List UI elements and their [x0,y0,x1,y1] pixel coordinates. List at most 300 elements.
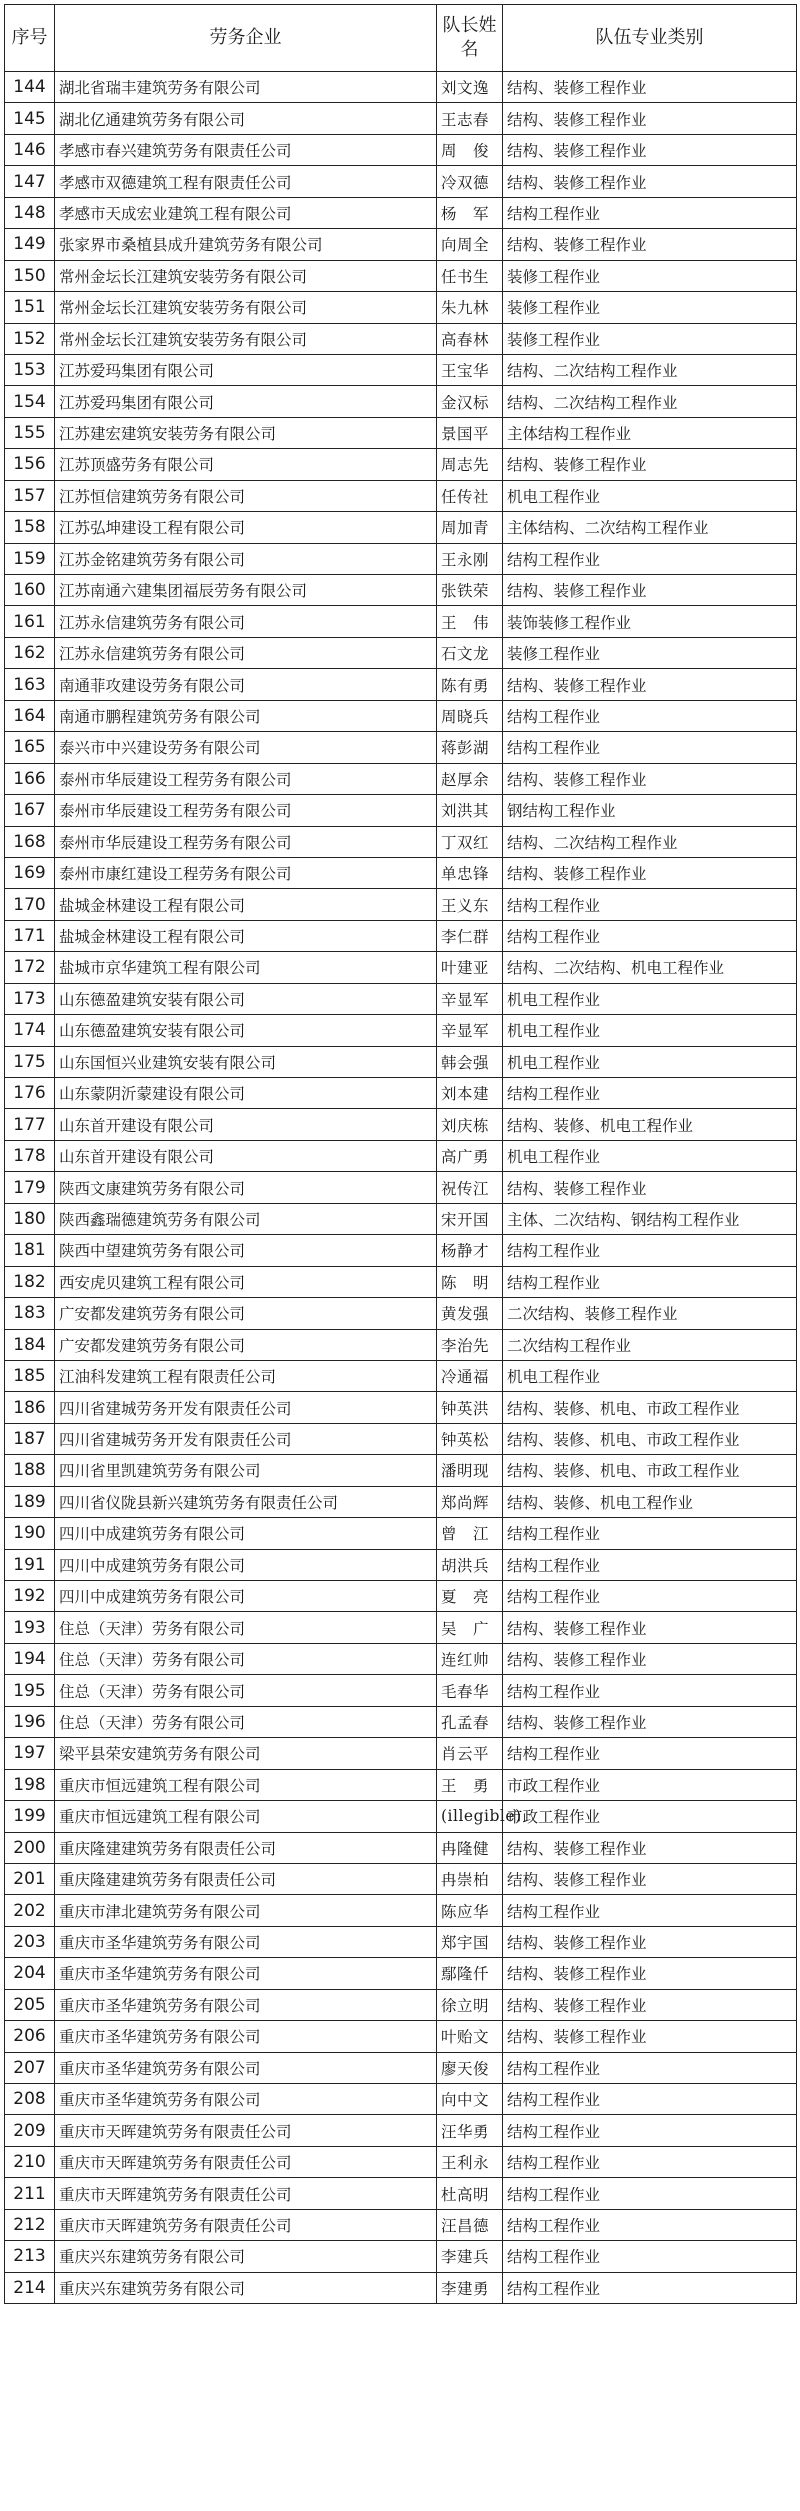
row-number: 155 [5,417,55,448]
company-name: 四川中成建筑劳务有限公司 [55,1549,437,1580]
company-name: 陕西中望建筑劳务有限公司 [55,1235,437,1266]
team-leader-name: 高广勇 [437,1140,503,1171]
team-specialty: 结构工程作业 [503,2084,797,2115]
table-row [5,480,797,511]
team-specialty: 结构、装修工程作业 [503,1706,797,1737]
row-number: 181 [5,1235,55,1266]
company-name: 重庆市天晖建筑劳务有限责任公司 [55,2178,437,2209]
team-specialty: 结构工程作业 [503,1895,797,1926]
row-number: 214 [5,2272,55,2303]
company-name: 梁平县荣安建筑劳务有限公司 [55,1738,437,1769]
table-row [5,1989,797,2020]
team-specialty: 机电工程作业 [503,1140,797,1171]
row-number: 197 [5,1738,55,1769]
team-specialty: 结构工程作业 [503,2115,797,2146]
company-name: 常州金坛长江建筑安装劳务有限公司 [55,260,437,291]
team-specialty: 结构工程作业 [503,1581,797,1612]
table-row [5,1675,797,1706]
team-specialty: 结构工程作业 [503,2178,797,2209]
table-row [5,575,797,606]
company-name: 泰兴市中兴建设劳务有限公司 [55,732,437,763]
company-name: 常州金坛长江建筑安装劳务有限公司 [55,292,437,323]
team-specialty: 结构、装修工程作业 [503,2021,797,2052]
team-leader-name: 赵厚余 [437,763,503,794]
company-name: 陕西文康建筑劳务有限公司 [55,1172,437,1203]
company-name: 常州金坛长江建筑安装劳务有限公司 [55,323,437,354]
table-row [5,732,797,763]
team-leader-name: 郑尚辉 [437,1486,503,1517]
company-name: 盐城市京华建筑工程有限公司 [55,952,437,983]
table-row [5,134,797,165]
company-name: 江苏永信建筑劳务有限公司 [55,637,437,668]
team-leader-name: 刘庆栋 [437,1109,503,1140]
table-row [5,920,797,951]
team-leader-name: 单忠锋 [437,857,503,888]
table-row [5,512,797,543]
row-number: 194 [5,1643,55,1674]
team-leader-name: 任书生 [437,260,503,291]
company-name: 重庆市恒远建筑工程有限公司 [55,1769,437,1800]
team-specialty: 钢结构工程作业 [503,795,797,826]
company-name: 重庆市津北建筑劳务有限公司 [55,1895,437,1926]
team-leader-name: 冉崇柏 [437,1863,503,1894]
company-name: 重庆市圣华建筑劳务有限公司 [55,1989,437,2020]
row-number: 160 [5,575,55,606]
team-leader-name: 叶建亚 [437,952,503,983]
team-specialty: 结构、装修工程作业 [503,1989,797,2020]
team-specialty: 市政工程作业 [503,1801,797,1832]
table-row [5,197,797,228]
team-leader-name: 叶贻文 [437,2021,503,2052]
table-row [5,1738,797,1769]
company-name: 重庆市圣华建筑劳务有限公司 [55,2052,437,2083]
team-specialty: 装修工程作业 [503,292,797,323]
row-number: 148 [5,197,55,228]
table-row [5,952,797,983]
team-specialty: 结构、装修工程作业 [503,166,797,197]
company-name: 重庆兴东建筑劳务有限公司 [55,2241,437,2272]
row-number: 176 [5,1078,55,1109]
team-specialty: 机电工程作业 [503,1015,797,1046]
team-leader-name: 郑宇国 [437,1926,503,1957]
table-row [5,2146,797,2177]
header-no: 序号 [5,5,55,72]
team-leader-name: 夏 亮 [437,1581,503,1612]
team-specialty: 结构工程作业 [503,2272,797,2303]
company-name: 江苏南通六建集团福辰劳务有限公司 [55,575,437,606]
company-name: 孝感市双德建筑工程有限责任公司 [55,166,437,197]
row-number: 170 [5,889,55,920]
team-leader-name: 杨静才 [437,1235,503,1266]
team-specialty: 结构、装修、机电工程作业 [503,1486,797,1517]
row-number: 151 [5,292,55,323]
company-name: 四川省建城劳务开发有限责任公司 [55,1423,437,1454]
row-number: 153 [5,354,55,385]
team-leader-name: 祝传江 [437,1172,503,1203]
row-number: 205 [5,1989,55,2020]
table-row [5,1769,797,1800]
team-leader-name: 黄发强 [437,1298,503,1329]
team-specialty: 结构工程作业 [503,732,797,763]
team-specialty: 结构、装修工程作业 [503,134,797,165]
row-number: 198 [5,1769,55,1800]
team-leader-name: 孔孟春 [437,1706,503,1737]
row-number: 178 [5,1140,55,1171]
table-row [5,637,797,668]
team-specialty: 结构、装修工程作业 [503,763,797,794]
row-number: 180 [5,1203,55,1234]
company-name: 江苏爱玛集团有限公司 [55,386,437,417]
row-number: 161 [5,606,55,637]
team-leader-name: 钟英洪 [437,1392,503,1423]
row-number: 179 [5,1172,55,1203]
table-row [5,1832,797,1863]
team-leader-name: 辛显军 [437,983,503,1014]
team-specialty: 结构、装修工程作业 [503,1643,797,1674]
team-specialty: 结构、装修工程作业 [503,669,797,700]
table-row [5,1172,797,1203]
row-number: 171 [5,920,55,951]
row-number: 211 [5,2178,55,2209]
team-leader-name: 王 勇 [437,1769,503,1800]
company-name: 孝感市天成宏业建筑工程有限公司 [55,197,437,228]
team-specialty: 机电工程作业 [503,1046,797,1077]
row-number: 150 [5,260,55,291]
row-number: 193 [5,1612,55,1643]
row-number: 158 [5,512,55,543]
company-name: 重庆市圣华建筑劳务有限公司 [55,2021,437,2052]
team-specialty: 结构、装修工程作业 [503,1612,797,1643]
header-leader: 队长姓名 [437,5,503,72]
team-leader-name: 杨 军 [437,197,503,228]
row-number: 195 [5,1675,55,1706]
table-row [5,1455,797,1486]
team-specialty: 结构、装修工程作业 [503,1172,797,1203]
company-name: 湖北亿通建筑劳务有限公司 [55,103,437,134]
team-specialty: 结构工程作业 [503,2241,797,2272]
team-leader-name: 向中文 [437,2084,503,2115]
team-leader-name: 王 伟 [437,606,503,637]
team-leader-name: 刘文逸 [437,72,503,103]
row-number: 196 [5,1706,55,1737]
team-specialty: 结构工程作业 [503,920,797,951]
table-row [5,166,797,197]
table-row [5,1801,797,1832]
team-leader-name: 刘洪其 [437,795,503,826]
team-leader-name: 景国平 [437,417,503,448]
company-name: 江苏永信建筑劳务有限公司 [55,606,437,637]
row-number: 166 [5,763,55,794]
team-specialty: 结构工程作业 [503,1235,797,1266]
row-number: 172 [5,952,55,983]
table-row [5,700,797,731]
row-number: 188 [5,1455,55,1486]
team-leader-name: 杜高明 [437,2178,503,2209]
table-row [5,795,797,826]
row-number: 184 [5,1329,55,1360]
table-row [5,2178,797,2209]
row-number: 149 [5,229,55,260]
table-row [5,1360,797,1391]
row-number: 210 [5,2146,55,2177]
company-name: 四川省仪陇县新兴建筑劳务有限责任公司 [55,1486,437,1517]
row-number: 152 [5,323,55,354]
team-specialty: 结构工程作业 [503,889,797,920]
row-number: 146 [5,134,55,165]
row-number: 164 [5,700,55,731]
company-name: 重庆市天晖建筑劳务有限责任公司 [55,2115,437,2146]
company-name: 西安虎贝建筑工程有限公司 [55,1266,437,1297]
team-leader-name: 陈有勇 [437,669,503,700]
company-name: 重庆隆建建筑劳务有限责任公司 [55,1832,437,1863]
team-leader-name: 蒋彭湖 [437,732,503,763]
team-leader-name: 丁双红 [437,826,503,857]
team-leader-name: 任传社 [437,480,503,511]
team-specialty: 结构、装修工程作业 [503,1958,797,1989]
company-name: 山东首开建设有限公司 [55,1140,437,1171]
company-name: 江苏金铭建筑劳务有限公司 [55,543,437,574]
team-specialty: 结构工程作业 [503,1675,797,1706]
team-specialty: 结构、装修、机电、市政工程作业 [503,1423,797,1454]
table-row [5,2209,797,2240]
table-row [5,1266,797,1297]
team-leader-name: 王永刚 [437,543,503,574]
team-specialty: 装修工程作业 [503,260,797,291]
company-name: 江苏建宏建筑安装劳务有限公司 [55,417,437,448]
team-leader-name: 毛春华 [437,1675,503,1706]
table-row [5,669,797,700]
table-row [5,2052,797,2083]
table-row [5,983,797,1014]
row-number: 162 [5,637,55,668]
table-row [5,1046,797,1077]
company-name: 江苏顶盛劳务有限公司 [55,449,437,480]
company-name: 江油科发建筑工程有限责任公司 [55,1360,437,1391]
table-row [5,449,797,480]
table-row [5,386,797,417]
row-number: 182 [5,1266,55,1297]
company-name: 四川中成建筑劳务有限公司 [55,1518,437,1549]
company-name: 泰州市华辰建设工程劳务有限公司 [55,826,437,857]
team-leader-name: 李建勇 [437,2272,503,2303]
company-name: 盐城金林建设工程有限公司 [55,920,437,951]
table-row [5,417,797,448]
team-specialty: 结构工程作业 [503,700,797,731]
team-specialty: 市政工程作业 [503,1769,797,1800]
company-name: 孝感市春兴建筑劳务有限责任公司 [55,134,437,165]
row-number: 163 [5,669,55,700]
team-specialty: 结构、装修、机电、市政工程作业 [503,1455,797,1486]
table-row [5,857,797,888]
team-specialty: 结构工程作业 [503,1266,797,1297]
row-number: 203 [5,1926,55,1957]
row-number: 169 [5,857,55,888]
company-name: 广安都发建筑劳务有限公司 [55,1298,437,1329]
table-row [5,1329,797,1360]
company-name: 江苏爱玛集团有限公司 [55,354,437,385]
row-number: 206 [5,2021,55,2052]
team-leader-name: 王志春 [437,103,503,134]
row-number: 202 [5,1895,55,1926]
team-specialty: 机电工程作业 [503,983,797,1014]
row-number: 207 [5,2052,55,2083]
team-leader-name: 吴 广 [437,1612,503,1643]
table-row [5,1706,797,1737]
company-name: 山东国恒兴业建筑安装有限公司 [55,1046,437,1077]
team-specialty: 结构、装修工程作业 [503,1832,797,1863]
company-name: 住总（天津）劳务有限公司 [55,1706,437,1737]
row-number: 144 [5,72,55,103]
team-leader-name: 石文龙 [437,637,503,668]
team-leader-name: 周晓兵 [437,700,503,731]
company-name: 江苏弘坤建设工程有限公司 [55,512,437,543]
table-body [5,72,797,2304]
company-name: 江苏恒信建筑劳务有限公司 [55,480,437,511]
table-row [5,1958,797,1989]
table-row [5,1549,797,1580]
table-row [5,354,797,385]
team-specialty: 二次结构、装修工程作业 [503,1298,797,1329]
table-row [5,2084,797,2115]
team-specialty: 结构、装修工程作业 [503,1863,797,1894]
company-name: 重庆市圣华建筑劳务有限公司 [55,1926,437,1957]
team-leader-name: 肖云平 [437,1738,503,1769]
company-name: 重庆市圣华建筑劳务有限公司 [55,2084,437,2115]
team-specialty: 装修工程作业 [503,637,797,668]
table-row [5,1486,797,1517]
company-name: 山东德盈建筑安装有限公司 [55,1015,437,1046]
team-leader-name: 高春林 [437,323,503,354]
team-specialty: 主体、二次结构、钢结构工程作业 [503,1203,797,1234]
company-name: 陕西鑫瑞德建筑劳务有限公司 [55,1203,437,1234]
table-row [5,826,797,857]
row-number: 157 [5,480,55,511]
team-leader-name: 周 俊 [437,134,503,165]
table-row [5,1392,797,1423]
team-leader-name: 张铁荣 [437,575,503,606]
table-row [5,1612,797,1643]
team-leader-name: 胡洪兵 [437,1549,503,1580]
company-name: 四川省建城劳务开发有限责任公司 [55,1392,437,1423]
table-row [5,1581,797,1612]
team-leader-name: 李仁群 [437,920,503,951]
company-name: 泰州市华辰建设工程劳务有限公司 [55,795,437,826]
team-specialty: 结构工程作业 [503,2146,797,2177]
row-number: 165 [5,732,55,763]
team-leader-name: 冷双德 [437,166,503,197]
table-row [5,2115,797,2146]
row-number: 185 [5,1360,55,1391]
row-number: 147 [5,166,55,197]
company-name: 重庆市恒远建筑工程有限公司 [55,1801,437,1832]
table-row [5,1298,797,1329]
row-number: 156 [5,449,55,480]
company-name: 住总（天津）劳务有限公司 [55,1675,437,1706]
table-row [5,2241,797,2272]
team-specialty: 结构、装修工程作业 [503,449,797,480]
team-leader-name: 宋开国 [437,1203,503,1234]
team-leader-name: 王宝华 [437,354,503,385]
table-row [5,1423,797,1454]
team-leader-name: 向周全 [437,229,503,260]
table-row [5,606,797,637]
company-name: 张家界市桑植县成升建筑劳务有限公司 [55,229,437,260]
company-name: 重庆兴东建筑劳务有限公司 [55,2272,437,2303]
team-leader-name: 陈 明 [437,1266,503,1297]
row-number: 191 [5,1549,55,1580]
table-row [5,1109,797,1140]
company-name: 住总（天津）劳务有限公司 [55,1643,437,1674]
team-specialty: 结构工程作业 [503,1078,797,1109]
table-row [5,1926,797,1957]
team-specialty: 结构、装修、机电、市政工程作业 [503,1392,797,1423]
team-leader-name: 徐立明 [437,1989,503,2020]
team-specialty: 机电工程作业 [503,480,797,511]
team-leader-name: 连红帅 [437,1643,503,1674]
team-leader-name: 钟英松 [437,1423,503,1454]
team-leader-name: 辛显军 [437,1015,503,1046]
table-row [5,292,797,323]
row-number: 186 [5,1392,55,1423]
row-number: 212 [5,2209,55,2240]
team-leader-name: 冷通福 [437,1360,503,1391]
row-number: 208 [5,2084,55,2115]
company-name: 重庆隆建建筑劳务有限责任公司 [55,1863,437,1894]
company-name: 住总（天津）劳务有限公司 [55,1612,437,1643]
company-name: 重庆市天晖建筑劳务有限责任公司 [55,2146,437,2177]
team-specialty: 结构工程作业 [503,543,797,574]
team-specialty: 结构、装修、机电工程作业 [503,1109,797,1140]
team-leader-name: 金汉标 [437,386,503,417]
team-leader-name: 周加青 [437,512,503,543]
row-number: 174 [5,1015,55,1046]
table-row [5,1863,797,1894]
team-specialty: 结构工程作业 [503,2209,797,2240]
row-number: 190 [5,1518,55,1549]
company-name: 广安都发建筑劳务有限公司 [55,1329,437,1360]
table-row [5,543,797,574]
team-specialty: 主体结构、二次结构工程作业 [503,512,797,543]
team-leader-name: 韩会强 [437,1046,503,1077]
table-row [5,1015,797,1046]
company-name: 四川中成建筑劳务有限公司 [55,1581,437,1612]
labor-team-table [4,4,797,2304]
table-row [5,1203,797,1234]
team-specialty: 结构、二次结构工程作业 [503,354,797,385]
table-row [5,1643,797,1674]
team-specialty: 主体结构工程作业 [503,417,797,448]
team-leader-name: 周志先 [437,449,503,480]
team-specialty: 结构工程作业 [503,1738,797,1769]
table-row [5,1078,797,1109]
team-specialty: 结构、二次结构、机电工程作业 [503,952,797,983]
team-leader-name: 鄢隆仟 [437,1958,503,1989]
team-leader-name: (illegible) [437,1801,503,1832]
row-number: 213 [5,2241,55,2272]
company-name: 泰州市康红建设工程劳务有限公司 [55,857,437,888]
team-leader-name: 曾 江 [437,1518,503,1549]
table-row [5,1235,797,1266]
table-header [5,5,797,72]
team-leader-name: 廖天俊 [437,2052,503,2083]
team-leader-name: 王义东 [437,889,503,920]
header-type: 队伍专业类别 [503,5,797,72]
team-specialty: 结构、二次结构工程作业 [503,386,797,417]
table-row [5,2272,797,2303]
team-leader-name: 陈应华 [437,1895,503,1926]
team-specialty: 结构、装修工程作业 [503,857,797,888]
team-leader-name: 汪华勇 [437,2115,503,2146]
